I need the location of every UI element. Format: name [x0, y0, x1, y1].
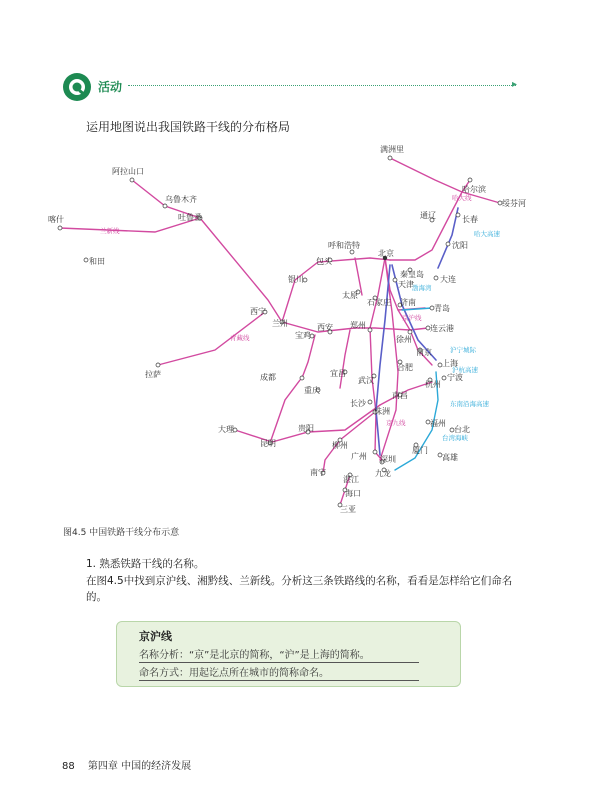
activity-icon — [62, 72, 92, 102]
annotation-southeast-coast-hsr: 东南沿海高速 — [450, 400, 489, 408]
city-kashgar — [48, 214, 64, 230]
svg-text:包头: 包头 — [316, 257, 332, 266]
svg-text:合肥: 合肥 — [397, 363, 413, 372]
svg-text:青岛: 青岛 — [434, 304, 450, 313]
svg-text:福州: 福州 — [430, 419, 446, 428]
svg-text:徐州: 徐州 — [396, 335, 412, 344]
svg-text:贵阳: 贵阳 — [298, 424, 314, 433]
city-baotou — [316, 256, 333, 266]
svg-text:太原: 太原 — [342, 291, 358, 300]
svg-text:连云港: 连云港 — [430, 324, 454, 333]
city-liuzhou — [332, 438, 348, 450]
city-shijiazhuang — [367, 296, 391, 307]
svg-text:大理: 大理 — [218, 425, 234, 434]
svg-text:重庆: 重庆 — [304, 386, 320, 395]
city-jinan — [398, 297, 416, 307]
rail-datong — [355, 258, 362, 295]
rail-jiaozhi — [340, 330, 350, 388]
city-nanchang — [392, 390, 408, 400]
svg-text:通辽: 通辽 — [420, 211, 436, 220]
rail-baocheng — [302, 335, 315, 378]
city-guangzhou — [351, 450, 377, 461]
svg-text:西宁: 西宁 — [250, 307, 266, 316]
city-xuzhou — [396, 330, 412, 344]
annotation-huhang-hsr: 沪杭高速 — [452, 366, 478, 374]
line-label-hada: 哈大线 — [452, 194, 472, 202]
city-harbin — [462, 178, 486, 194]
svg-text:成都: 成都 — [260, 373, 276, 382]
example-line-method: 命名方式：用起讫点所在城市的简称命名。 — [139, 664, 419, 681]
svg-text:湛江: 湛江 — [343, 475, 359, 484]
city-sanya — [338, 503, 356, 514]
svg-text:吐鲁番: 吐鲁番 — [178, 213, 202, 222]
line-label-jinghu: 京沪线 — [402, 314, 422, 322]
city-xining — [250, 306, 267, 316]
sea-label-taiwan-strait: 台湾海峡 — [442, 434, 468, 442]
svg-text:昆明: 昆明 — [260, 439, 276, 448]
example-line-analysis: 名称分析：“京”是北京的简称，“沪”是上海的简称。 — [139, 646, 419, 663]
city-kowloon — [375, 468, 391, 478]
svg-text:宜昌: 宜昌 — [330, 369, 346, 378]
city-baoji — [295, 330, 314, 340]
svg-text:上海: 上海 — [442, 359, 458, 368]
sea-label-bohai: 渤海湾 — [412, 284, 432, 292]
city-chongqing — [304, 385, 320, 395]
rail-hsr-jiaoji — [402, 308, 432, 310]
rail-lanzhou-urumqi — [200, 218, 282, 322]
svg-text:台北: 台北 — [454, 425, 470, 434]
city-manzhouli — [380, 144, 404, 160]
svg-text:杭州: 杭州 — [425, 380, 441, 389]
city-kaohsiung — [438, 452, 458, 462]
city-qinhuangdao — [400, 268, 424, 279]
svg-text:银川: 银川 — [288, 275, 304, 284]
city-xiamen — [412, 443, 428, 455]
city-fuzhou — [426, 418, 446, 428]
figure-caption: 图4.5 中国铁路干线分布示意 — [63, 528, 180, 538]
city-lianyungang — [426, 323, 454, 333]
svg-text:广州: 广州 — [351, 452, 367, 461]
rail-hsr-hada — [438, 208, 458, 268]
city-guiyang — [298, 423, 314, 434]
railway-map — [40, 140, 560, 520]
city-tongliao — [420, 210, 436, 222]
svg-text:乌鲁木齐: 乌鲁木齐 — [165, 195, 197, 204]
city-urumqi — [163, 194, 197, 208]
city-changsha — [350, 398, 372, 408]
annotation-hada-hsr: 哈大高速 — [474, 230, 500, 238]
svg-text:株洲: 株洲 — [374, 407, 390, 416]
svg-text:和田: 和田 — [89, 257, 105, 266]
city-wuhan — [358, 374, 376, 385]
svg-text:天津: 天津 — [398, 280, 414, 289]
svg-text:宝鸡: 宝鸡 — [295, 331, 311, 340]
svg-text:满洲里: 满洲里 — [380, 145, 404, 154]
svg-text:郑州: 郑州 — [350, 321, 366, 330]
svg-text:深圳: 深圳 — [380, 455, 396, 464]
svg-text:海口: 海口 — [345, 489, 361, 498]
city-taipei — [450, 424, 470, 434]
svg-text:沈阳: 沈阳 — [452, 241, 468, 250]
rail-lanxin — [60, 180, 200, 232]
svg-text:南京: 南京 — [416, 348, 432, 357]
svg-text:长春: 长春 — [462, 215, 478, 224]
city-yinchuan — [288, 274, 307, 284]
city-nanning — [310, 467, 326, 477]
svg-text:大连: 大连 — [440, 275, 456, 284]
activity-divider — [128, 85, 516, 86]
task-prompt: 运用地图说出我国铁路干线的分布格局 — [86, 120, 291, 134]
city-hangzhou — [425, 378, 441, 389]
city-dalian — [434, 274, 456, 284]
svg-text:长沙: 长沙 — [350, 399, 366, 408]
svg-text:北京: 北京 — [378, 249, 394, 258]
city-suifenhe — [498, 198, 526, 208]
svg-text:阿拉山口: 阿拉山口 — [112, 167, 144, 176]
city-yichang — [330, 368, 347, 378]
line-label-qingzang: 青藏线 — [230, 334, 250, 342]
svg-text:石家庄: 石家庄 — [367, 298, 391, 307]
annotation-huning-intercity: 沪宁城际 — [450, 346, 476, 354]
city-hefei — [397, 360, 413, 372]
city-kunming — [260, 439, 276, 448]
city-haikou — [343, 488, 361, 498]
city-shenzhen — [380, 454, 396, 464]
svg-text:南宁: 南宁 — [310, 468, 326, 477]
rail-chengkun — [270, 380, 300, 443]
city-nanjing — [416, 347, 432, 357]
rail-jingjiu — [380, 258, 398, 460]
activity-title: 活动 — [98, 80, 123, 94]
city-turpan — [178, 212, 202, 222]
svg-text:高雄: 高雄 — [442, 453, 458, 462]
svg-text:秦皇岛: 秦皇岛 — [400, 270, 424, 279]
svg-text:厦门: 厦门 — [412, 446, 428, 455]
rail-binzhou — [390, 158, 500, 203]
page-number: 88 — [62, 761, 75, 772]
city-hohhot — [328, 240, 360, 254]
svg-text:武汉: 武汉 — [358, 376, 374, 385]
city-lanzhou — [272, 318, 288, 328]
svg-text:西安: 西安 — [317, 323, 333, 332]
svg-text:兰州: 兰州 — [272, 319, 288, 328]
svg-text:济南: 济南 — [400, 298, 416, 307]
chapter-title: 第四章 中国的经济发展 — [87, 761, 192, 772]
svg-text:九龙: 九龙 — [375, 469, 391, 478]
city-alashankou — [112, 166, 144, 182]
svg-text:宁波: 宁波 — [447, 373, 463, 382]
question-title: 1. 熟悉铁路干线的名称。 — [86, 558, 205, 570]
arrow-right-icon: ▸ — [512, 79, 518, 90]
rail-nanning — [323, 412, 375, 473]
svg-text:拉萨: 拉萨 — [145, 370, 161, 379]
city-hotan — [84, 256, 105, 266]
city-chengdu — [260, 372, 304, 382]
svg-text:哈尔滨: 哈尔滨 — [462, 185, 486, 194]
city-zhengzhou — [350, 320, 372, 332]
city-zhuzhou — [373, 406, 390, 416]
svg-text:南昌: 南昌 — [392, 391, 408, 400]
page-footer — [62, 757, 191, 772]
city-changchun — [456, 213, 478, 224]
city-dali — [218, 424, 237, 434]
line-labels — [100, 193, 472, 442]
question-body: 在图4.5中找到京沪线、湘黔线、兰新线。分析这三条铁路线的名称，看看是怎样给它们命名的。 — [86, 575, 513, 603]
svg-text:三亚: 三亚 — [340, 505, 356, 514]
city-taiyuan — [342, 290, 360, 300]
city-zhanjiang — [343, 473, 359, 484]
svg-text:喀什: 喀什 — [48, 215, 64, 224]
svg-text:柳州: 柳州 — [332, 441, 348, 450]
example-title: 京沪线 — [139, 630, 172, 643]
city-qingdao — [430, 303, 450, 313]
city-lhasa — [145, 363, 161, 379]
line-label-jingjiu: 京九线 — [386, 419, 406, 427]
svg-text:绥芬河: 绥芬河 — [502, 199, 526, 208]
svg-text:呼和浩特: 呼和浩特 — [328, 241, 360, 250]
line-label-lanxin: 兰新线 — [100, 227, 120, 235]
